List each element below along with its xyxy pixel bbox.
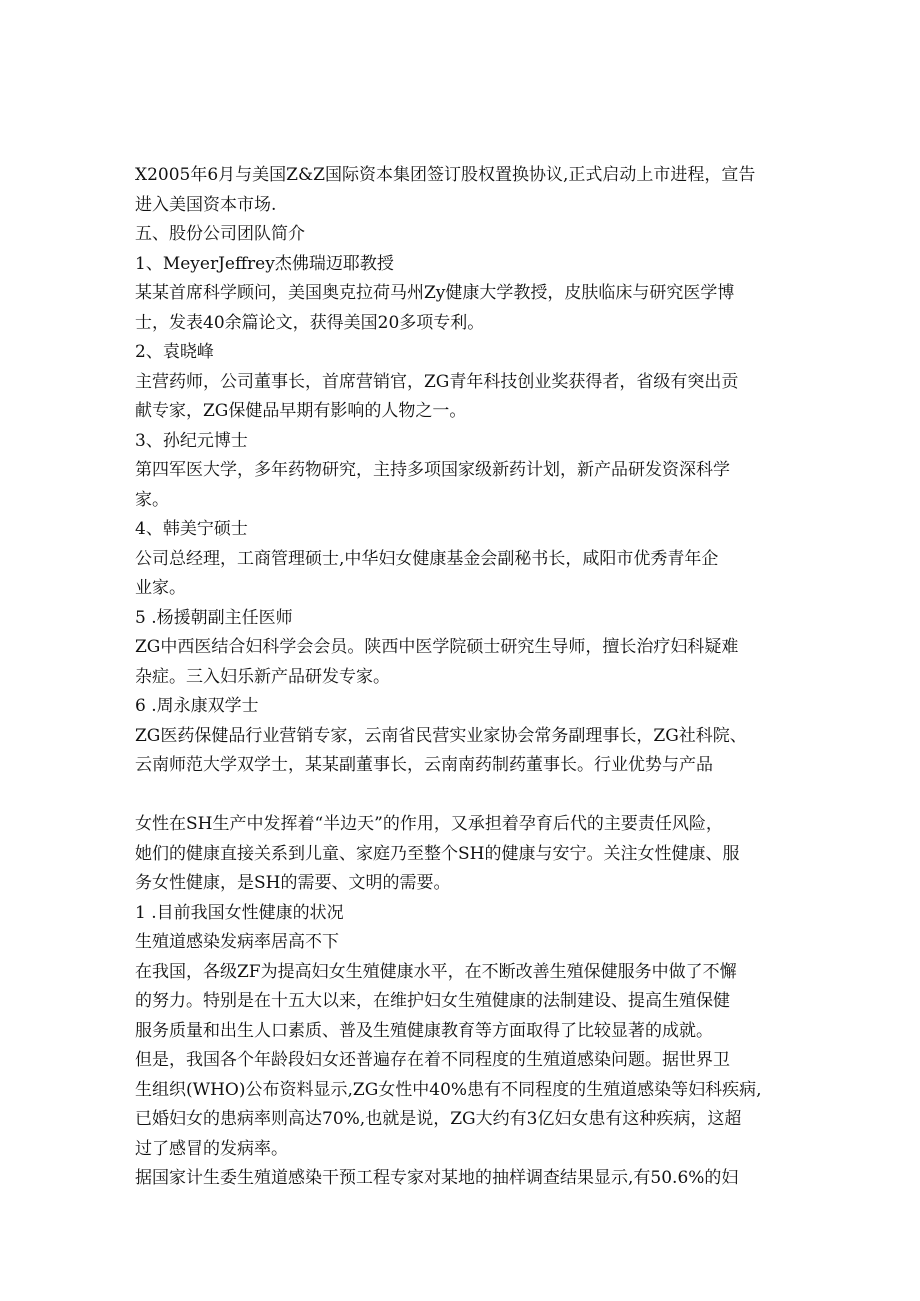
text-line: 云南师范大学双学士，某某副董事长，云南南药制药董事长。行业优势与产品 bbox=[135, 755, 713, 775]
document-body bbox=[135, 161, 795, 1194]
member-heading: 1、MeyerJeffrey杰佛瑞迈耶教授 bbox=[135, 253, 394, 274]
member-heading: 4、韩美宁硕士 bbox=[135, 519, 248, 539]
text-line: 第四军医大学，多年药物研究，主持多项国家级新药计划，新产品研发资深科学 bbox=[135, 460, 730, 480]
text-line: ZG中西医结合妇科学会会员。陕西中医学院硕士研究生导师，擅长治疗妇科疑难 bbox=[135, 637, 739, 657]
text-line: 服务质量和出生人口素质、普及生殖健康教育等方面取得了比较显著的成就。 bbox=[135, 1020, 713, 1041]
member-heading: 3、孙纪元博士 bbox=[135, 430, 248, 451]
text-line: ZG医药保健品行业营销专家，云南省民营实业家协会常务副理事长，ZG社科院、 bbox=[135, 725, 747, 746]
text-line: 某某首席科学顾问，美国奥克拉荷马州Zy健康大学教授，皮肤临床与研究医学博 bbox=[135, 283, 735, 303]
text-line: 献专家，ZG保健品早期有影响的人物之一。 bbox=[135, 401, 467, 421]
subsection-heading: 1 .目前我国女性健康的状况 bbox=[135, 902, 344, 923]
member-heading: 6 .周永康双学士 bbox=[135, 696, 259, 716]
text-line: 主营药师，公司董事长，首席营销官，ZG青年科技创业奖获得者，省级有突出贡 bbox=[135, 371, 739, 392]
text-line: 进入美国资本市场. bbox=[135, 194, 277, 215]
member-heading: 5 .杨援朝副主任医师 bbox=[135, 607, 293, 628]
text-line: 务女性健康，是SH的需要、文明的需要。 bbox=[135, 873, 451, 893]
text-line: 她们的健康直接关系到儿童、家庭乃至整个SH的健康与安宁。关注女性健康、服 bbox=[135, 843, 740, 864]
text-line: 业家。 bbox=[135, 578, 186, 598]
text-line: 在我国，各级ZF为提高妇女生殖健康水平，在不断改善生殖保健服务中做了不懈 bbox=[135, 961, 737, 982]
text-line: X2005年6月与美国Z&Z国际资本集团签订股权置换协议,正式启动上市进程，宣告 bbox=[135, 165, 756, 185]
section-women-health bbox=[135, 810, 795, 1194]
subsection-heading: 生殖道感染发病率居高不下 bbox=[135, 932, 339, 952]
text-line: 已婚妇女的患病率则高达70%,也就是说，ZG大约有3亿妇女患有这种疾病，这超 bbox=[135, 1109, 742, 1129]
text-line: 的努力。特别是在十五大以来，在维护妇女生殖健康的法制建设、提高生殖保健 bbox=[135, 991, 730, 1011]
text-line: 过了感冒的发病率。 bbox=[135, 1138, 288, 1159]
section-heading: 五、股份公司团队简介 bbox=[135, 224, 305, 244]
paragraph-gap bbox=[135, 781, 795, 811]
text-line: 士，发表40余篇论文，获得美国20多项专利。 bbox=[135, 312, 485, 333]
text-line: 生组织(WHO)公布资料显示,ZG女性中40%患有不同程度的生殖道感染等妇科疾病, bbox=[135, 1079, 762, 1100]
text-line: 家。 bbox=[135, 489, 169, 510]
member-heading: 2、袁晓峰 bbox=[135, 342, 214, 362]
section-company-team bbox=[135, 161, 795, 781]
text-line: 据国家计生委生殖道感染干预工程专家对某地的抽样调查结果显示,有50.6%的妇 bbox=[135, 1168, 739, 1188]
text-line: 杂症。三入妇乐新产品研发专家。 bbox=[135, 666, 390, 687]
text-line: 女性在SH生产中发挥着“半边天”的作用，又承担着孕育后代的主要责任风险， bbox=[135, 814, 723, 834]
text-line: 但是，我国各个年龄段妇女还普遍存在着不同程度的生殖道感染问题。据世界卫 bbox=[135, 1050, 730, 1070]
text-line: 公司总经理，工商管理硕士,中华妇女健康基金会副秘书长，咸阳市优秀青年企 bbox=[135, 548, 719, 569]
